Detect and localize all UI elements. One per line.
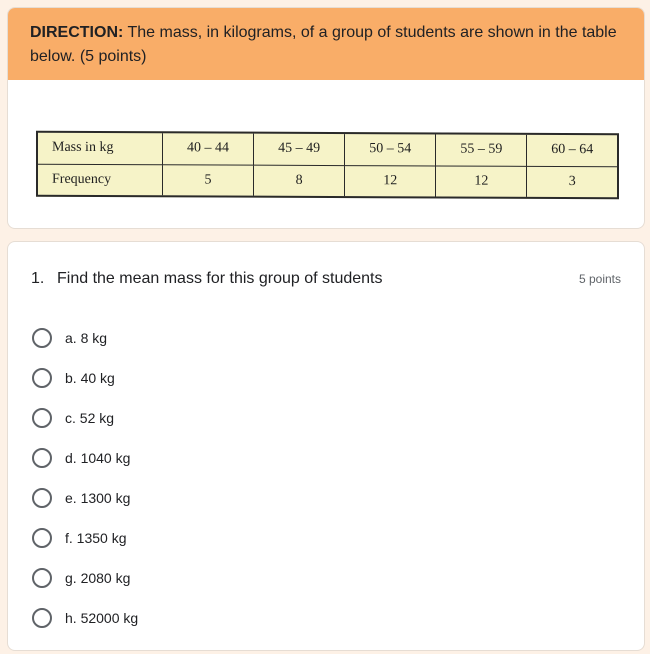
frequency-cell: 3 (527, 166, 617, 197)
option-label: a. 8 kg (65, 330, 108, 346)
mass-class-cell: 60 – 64 (527, 135, 617, 166)
question-title (31, 269, 383, 289)
question-text: Find the mean mass for this group of students (57, 270, 383, 287)
option-h[interactable] (32, 598, 138, 638)
mass-row-label: Mass in kg (38, 133, 163, 165)
direction-text: The mass, in kilograms, of a group of students are shown in the table below. (5 points) (30, 24, 617, 65)
frequency-cell: 5 (163, 164, 254, 195)
option-c[interactable] (32, 398, 138, 438)
direction-card (7, 7, 645, 229)
option-label: d. 1040 kg (65, 450, 131, 466)
frequency-table-image (36, 131, 619, 200)
option-a[interactable] (32, 318, 138, 358)
radio-button[interactable] (32, 368, 52, 388)
frequency-cell: 12 (345, 165, 436, 196)
option-e[interactable] (32, 478, 138, 518)
direction-header (8, 8, 644, 80)
question-number: 1. (31, 270, 45, 287)
option-label: c. 52 kg (65, 410, 115, 426)
option-label: f. 1350 kg (65, 530, 127, 546)
mass-class-cell: 40 – 44 (163, 133, 254, 164)
option-d[interactable] (32, 438, 138, 478)
direction-label: DIRECTION: (30, 24, 124, 41)
option-label: g. 2080 kg (65, 570, 131, 586)
option-f[interactable] (32, 518, 138, 558)
radio-button[interactable] (32, 608, 52, 628)
frequency-table (38, 133, 617, 198)
option-label: h. 52000 kg (65, 610, 139, 626)
frequency-row-label: Frequency (38, 164, 163, 196)
frequency-row (38, 164, 617, 198)
radio-button[interactable] (32, 328, 52, 348)
mass-class-cell: 50 – 54 (345, 134, 436, 165)
question-points: 5 points (578, 272, 621, 286)
radio-button[interactable] (32, 448, 52, 468)
radio-button[interactable] (32, 528, 52, 548)
option-label: e. 1300 kg (65, 490, 131, 506)
answer-options (32, 318, 138, 638)
radio-button[interactable] (32, 408, 52, 428)
radio-button[interactable] (32, 568, 52, 588)
option-label: b. 40 kg (65, 370, 115, 386)
frequency-cell: 12 (436, 165, 527, 196)
mass-row (38, 133, 617, 167)
frequency-cell: 8 (254, 165, 345, 196)
mass-class-cell: 55 – 59 (436, 134, 527, 165)
option-b[interactable] (32, 358, 138, 398)
radio-button[interactable] (32, 488, 52, 508)
option-g[interactable] (32, 558, 138, 598)
mass-class-cell: 45 – 49 (254, 134, 345, 165)
question-card (7, 241, 645, 651)
